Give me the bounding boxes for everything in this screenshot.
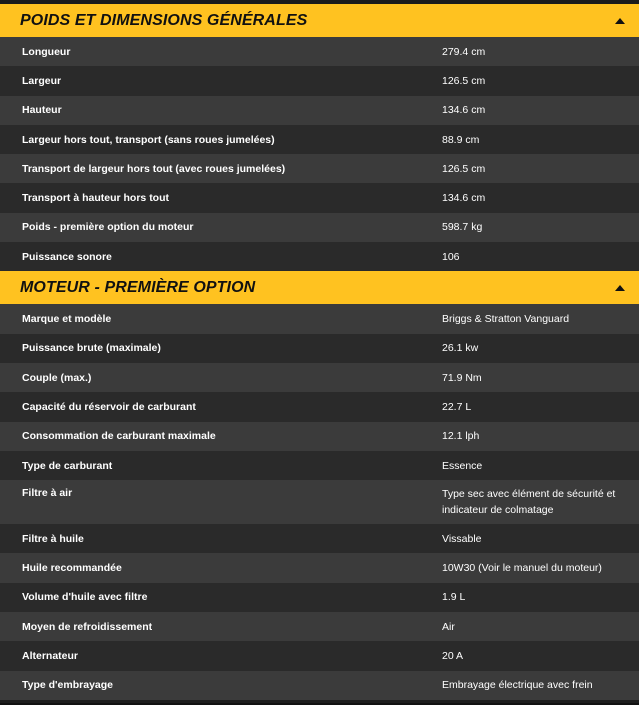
table-row xyxy=(0,304,639,333)
row-label: Couple (max.) xyxy=(22,371,92,384)
row-value: 126.5 cm xyxy=(442,162,486,175)
section-title: POIDS ET DIMENSIONS GÉNÉRALES xyxy=(20,11,308,29)
row-value: 10W30 (Voir le manuel du moteur) xyxy=(442,562,602,575)
row-value: 22.7 L xyxy=(442,400,472,413)
row-label: Capacité du réservoir de carburant xyxy=(22,400,196,413)
table-row xyxy=(0,334,639,363)
table-row xyxy=(0,363,639,392)
row-value: Air xyxy=(442,620,455,633)
table-row xyxy=(0,37,639,66)
row-value: Briggs & Stratton Vanguard xyxy=(442,313,570,326)
row-value: Type sec avec élément de sécurité et indicateur de colmatage xyxy=(442,488,616,517)
table-row xyxy=(0,480,639,524)
section-header-engine[interactable] xyxy=(0,271,639,304)
row-value: 20 A xyxy=(442,649,464,662)
table-row xyxy=(0,451,639,480)
table-row xyxy=(0,392,639,421)
row-label: Poids - première option du moteur xyxy=(22,221,194,234)
row-label: Type de carburant xyxy=(22,459,113,472)
table-row xyxy=(0,125,639,154)
chevron-up-icon[interactable] xyxy=(615,285,625,291)
spec-table-dimensions xyxy=(0,37,639,271)
spec-table-engine xyxy=(0,304,639,700)
row-value: 106 xyxy=(442,250,460,263)
table-row xyxy=(0,154,639,183)
row-value: 134.6 cm xyxy=(442,104,486,117)
row-label: Hauteur xyxy=(22,104,62,117)
row-label: Largeur hors tout, transport (sans roues jumelées) xyxy=(22,133,275,146)
row-value: 126.5 cm xyxy=(442,74,486,87)
row-value: 134.6 cm xyxy=(442,192,486,205)
row-label: Volume d'huile avec filtre xyxy=(22,591,148,604)
section-title: MOTEUR - PREMIÈRE OPTION xyxy=(20,278,256,296)
row-value: Essence xyxy=(442,459,483,472)
table-row xyxy=(0,583,639,612)
table-row xyxy=(0,213,639,242)
row-label: Moyen de refroidissement xyxy=(22,620,153,633)
row-label: Puissance brute (maximale) xyxy=(22,342,161,355)
row-label: Filtre à huile xyxy=(22,532,84,545)
row-value: 1.9 L xyxy=(442,591,466,604)
row-value: 12.1 lph xyxy=(442,430,480,443)
row-label: Marque et modèle xyxy=(22,313,112,326)
row-label: Huile recommandée xyxy=(22,562,122,575)
row-label: Transport de largeur hors tout (avec roues jumelées) xyxy=(22,162,286,175)
row-value: 26.1 kw xyxy=(442,342,479,355)
row-label: Filtre à air xyxy=(22,487,73,500)
row-value: Embrayage électrique avec frein xyxy=(442,679,593,692)
table-row xyxy=(0,524,639,553)
table-row xyxy=(0,612,639,641)
chevron-up-icon[interactable] xyxy=(615,18,625,24)
row-value: 598.7 kg xyxy=(442,221,483,234)
row-value: 279.4 cm xyxy=(442,45,486,58)
row-value: 71.9 Nm xyxy=(442,371,482,384)
row-value: 88.9 cm xyxy=(442,133,480,146)
row-label: Largeur xyxy=(22,74,62,87)
table-row xyxy=(0,641,639,670)
table-row xyxy=(0,242,639,271)
row-value: Vissable xyxy=(442,532,482,545)
table-row xyxy=(0,422,639,451)
row-label: Type d'embrayage xyxy=(22,679,114,692)
table-row xyxy=(0,66,639,95)
table-row xyxy=(0,183,639,212)
row-label: Transport à hauteur hors tout xyxy=(22,192,170,205)
table-row xyxy=(0,671,639,700)
table-row xyxy=(0,553,639,582)
row-label: Alternateur xyxy=(22,649,79,662)
row-label: Puissance sonore xyxy=(22,250,112,263)
section-header-dimensions[interactable] xyxy=(0,4,639,37)
row-label: Consommation de carburant maximale xyxy=(22,430,216,443)
row-label: Longueur xyxy=(22,45,71,58)
table-row xyxy=(0,96,639,125)
